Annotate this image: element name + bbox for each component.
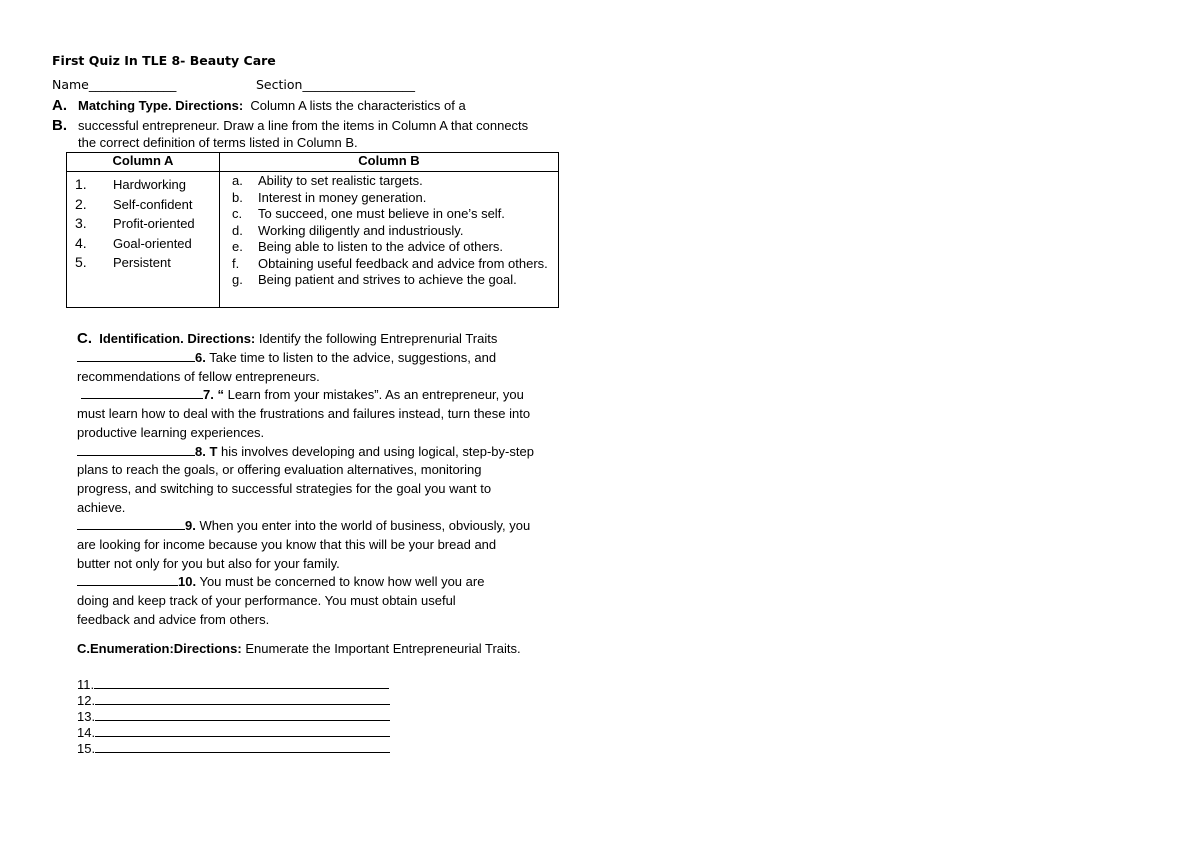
column-b-header: Column B	[220, 153, 559, 172]
column-a-item-text: Persistent	[113, 255, 171, 270]
item-text: productive learning experiences.	[77, 424, 265, 440]
part-a-directions-line3: the correct definition of terms listed in Column B.	[78, 135, 358, 150]
column-a-header: Column A	[67, 153, 220, 172]
column-b-item[interactable]	[220, 190, 558, 207]
name-field[interactable]: Name______________	[52, 77, 177, 92]
identification-list	[77, 349, 534, 630]
identification-item	[77, 349, 534, 386]
enumeration-heading: C.Enumeration:Directions:	[77, 641, 242, 656]
enumeration-answer-line[interactable]	[95, 723, 390, 737]
enumeration-answer-line[interactable]	[94, 675, 389, 689]
item-number: 7. “	[203, 387, 224, 403]
answer-blank[interactable]	[77, 349, 195, 362]
column-b-item-letter: c.	[232, 206, 243, 221]
part-a-text-2: successful entrepreneur. Draw a line from the items in Column A that connects	[78, 118, 529, 133]
part-c-heading: Identification. Directions:	[99, 331, 256, 346]
column-a-item[interactable]	[67, 234, 219, 254]
column-a-item-text: Hardworking	[113, 177, 186, 192]
column-a-item-number: 2.	[75, 195, 87, 212]
answer-blank[interactable]	[81, 386, 203, 399]
enumeration-item	[77, 675, 390, 691]
identification-item	[77, 517, 534, 573]
answer-blank[interactable]	[77, 573, 178, 586]
column-b-item[interactable]	[220, 256, 558, 273]
identification-item	[77, 573, 534, 629]
part-b-marker: B.	[52, 117, 67, 134]
enumeration-list	[77, 675, 390, 755]
enumeration-item	[77, 707, 390, 723]
column-b-item-letter: b.	[232, 189, 243, 205]
part-a-heading: Matching Type. Directions:	[78, 98, 244, 113]
column-a-item-number: 4.	[75, 234, 87, 251]
part-a-marker: A.	[52, 97, 67, 114]
item-text: doing and keep track of your performance. You must obtain useful	[77, 593, 456, 609]
column-a-item-number: 5.	[75, 254, 87, 270]
part-a-text: Column A lists the characteristics of a	[250, 98, 466, 113]
item-text: Learn from your mistakes”. As an entrepreneur, you	[227, 387, 524, 403]
column-b-item[interactable]	[220, 173, 558, 190]
column-b-item-text: To succeed, one must believe in one’s self.	[258, 206, 505, 221]
column-a-item-number: 1.	[75, 176, 87, 192]
enumeration-answer-line[interactable]	[95, 739, 390, 753]
column-b-item-text: Being patient and strives to achieve the goal.	[258, 272, 517, 287]
column-b-item-letter: a.	[232, 173, 243, 188]
column-a-list	[67, 175, 219, 273]
column-a-cell	[67, 172, 220, 308]
section-field[interactable]: Section__________________	[256, 77, 415, 92]
column-a-item-number: 3.	[75, 215, 87, 231]
item-number: 6.	[195, 350, 206, 365]
answer-blank[interactable]	[77, 517, 185, 530]
item-text: plans to reach the goals, or offering evaluation alternatives, monitoring	[77, 462, 482, 478]
name-section-row	[52, 77, 415, 92]
quiz-title: First Quiz In TLE 8- Beauty Care	[52, 53, 276, 68]
enumeration-item	[77, 691, 390, 707]
column-b-item-letter: g.	[232, 272, 243, 287]
item-text: recommendations of fellow entrepreneurs.	[77, 368, 320, 384]
item-text: When you enter into the world of business, obviously, you	[199, 518, 531, 534]
part-c-heading-row	[77, 331, 497, 347]
enumeration-number: 13.	[77, 709, 96, 724]
enumeration-intro: Enumerate the Important Entrepreneurial Traits.	[245, 641, 521, 656]
column-a-item[interactable]	[67, 175, 219, 195]
item-text: feedback and advice from others.	[77, 611, 270, 627]
column-b-item[interactable]	[220, 223, 558, 240]
item-text: his involves developing and using logical, step-by-step	[221, 443, 534, 459]
item-number: 10.	[178, 574, 197, 590]
column-b-item-letter: d.	[232, 222, 243, 238]
column-b-item-letter: f.	[232, 255, 240, 271]
matching-table	[66, 152, 559, 308]
column-a-item[interactable]	[67, 253, 219, 273]
item-number: 8. T	[195, 443, 218, 459]
identification-item	[77, 386, 534, 442]
enumeration-item	[77, 739, 390, 755]
enumeration-item	[77, 723, 390, 739]
item-number: 9.	[185, 518, 196, 534]
column-a-item[interactable]	[67, 195, 219, 215]
identification-item	[77, 443, 534, 518]
column-b-item-text: Ability to set realistic targets.	[258, 173, 423, 188]
column-a-item[interactable]	[67, 214, 219, 234]
column-a-item-text: Profit-oriented	[113, 216, 195, 231]
column-a-item-text: Goal-oriented	[113, 235, 192, 251]
enumeration-answer-line[interactable]	[95, 707, 390, 721]
enumeration-number: 15.	[77, 741, 96, 756]
part-c-intro: Identify the following Entreprenurial Traits	[258, 331, 498, 346]
column-b-item[interactable]	[220, 206, 558, 223]
column-b-item-text: Obtaining useful feedback and advice from others.	[258, 255, 548, 271]
item-text: Take time to listen to the advice, suggestions, and	[209, 350, 497, 365]
part-a-directions-line2	[52, 118, 528, 134]
enumeration-number: 12.	[77, 693, 96, 708]
enumeration-answer-line[interactable]	[95, 691, 390, 705]
column-b-item[interactable]	[220, 272, 558, 289]
enumeration-number: 14.	[77, 725, 96, 740]
item-text: progress, and switching to successful strategies for the goal you want to	[77, 480, 492, 496]
column-b-item-text: Being able to listen to the advice of others.	[258, 239, 503, 254]
column-b-item-text: Interest in money generation.	[258, 189, 427, 205]
item-text: butter not only for you but also for your family.	[77, 555, 340, 571]
answer-blank[interactable]	[77, 443, 195, 456]
column-a-item-text: Self-confident	[113, 196, 193, 212]
part-c-marker: C.	[77, 330, 92, 347]
column-b-list	[220, 173, 558, 289]
column-b-item-letter: e.	[232, 239, 243, 254]
item-text: are looking for income because you know that this will be your bread and	[77, 537, 497, 553]
column-b-cell	[220, 172, 559, 308]
item-text: achieve.	[77, 499, 126, 515]
item-text: must learn how to deal with the frustrations and failures instead, turn these into	[77, 406, 531, 422]
enumeration-heading-row	[77, 641, 521, 657]
item-text: You must be concerned to know how well you are	[199, 574, 485, 590]
enumeration-number: 11.	[77, 677, 95, 692]
part-a-directions-line1	[52, 98, 466, 114]
column-b-item[interactable]	[220, 239, 558, 256]
column-b-item-text: Working diligently and industriously.	[258, 222, 464, 238]
